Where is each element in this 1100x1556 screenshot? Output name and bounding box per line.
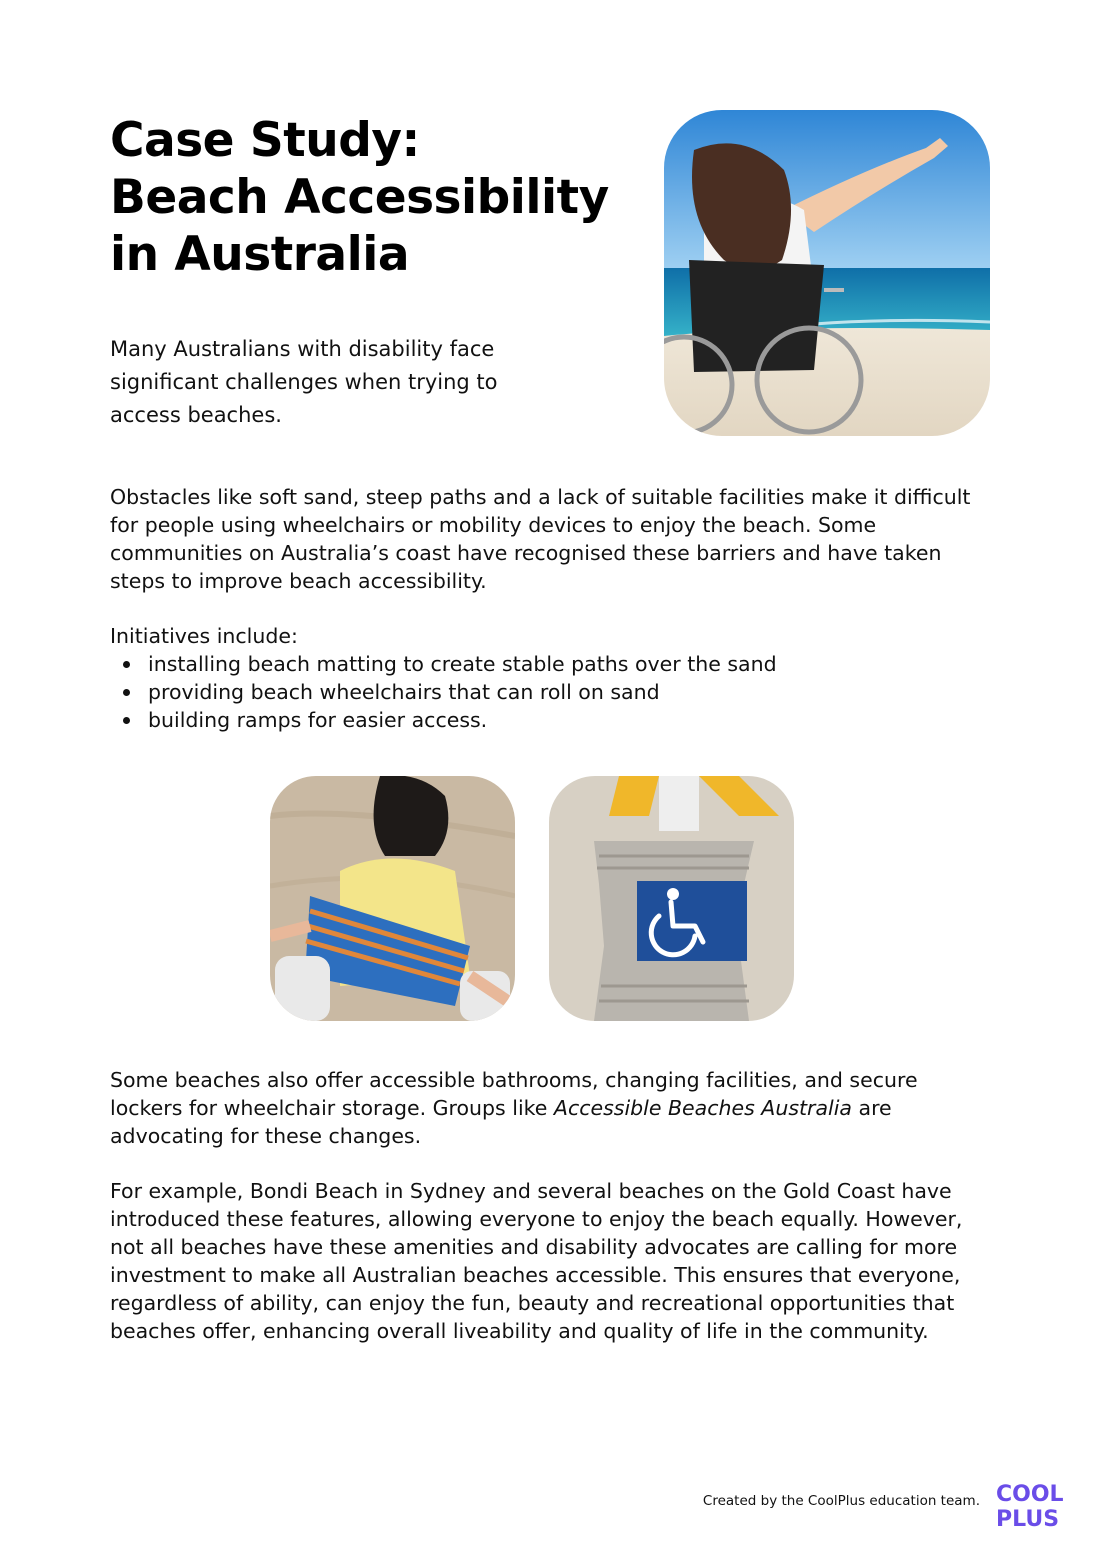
bullet-icon [123, 689, 130, 696]
footer-credit: Created by the CoolPlus education team. [702, 1493, 980, 1509]
initiatives-heading: Initiatives include: [110, 624, 298, 648]
list-item [110, 650, 990, 678]
initiatives-list [110, 650, 990, 734]
logo-line-1: COOL [996, 1482, 1064, 1507]
list-item-text: building ramps for easier access. [148, 708, 488, 732]
list-item-text: providing beach wheelchairs that can roll on sand [148, 680, 660, 704]
paragraph-facilities-text: Some beaches also offer accessible bathrooms, changing facilities, and secure lockers for wheelchair storage. Groups like [110, 1068, 918, 1120]
page-title [110, 112, 630, 283]
list-item [110, 706, 990, 734]
list-item-text: installing beach matting to create stable paths over the sand [148, 652, 777, 676]
beach-wheelchair-photo [270, 776, 515, 1021]
beach-wheelchair-hero-photo [664, 110, 990, 436]
initiatives-section [110, 622, 990, 734]
paragraph-examples: For example, Bondi Beach in Sydney and several beaches on the Gold Coast have introduced these features, allowing everyone to enjoy the beach equally. However, not all beaches have these amenities and disability advocates are calling for more investment to make all Australian beaches accessible. This ensures that everyone, regardless of ability, can enjoy the fun, beauty and recreational opportunities that beaches offer, enhancing overall liveability and quality of life in the community. [110, 1179, 963, 1343]
coolplus-logo [994, 1478, 1074, 1530]
paragraph-facilities [110, 1066, 990, 1150]
title-line-3: in Australia [110, 227, 410, 282]
title-line-1: Case Study: [110, 113, 420, 168]
title-line-2: Beach Accessibility [110, 170, 609, 225]
intro-text: Many Australians with disability face significant challenges when trying to access beaches. [110, 337, 498, 427]
paragraph-facilities-text-end: are advocating for these changes. [110, 1096, 892, 1148]
paragraph-obstacles: Obstacles like soft sand, steep paths and a lack of suitable facilities make it difficult for people using wheelchairs or mobility devices to enjoy the beach. Some communities on Australia’s coast have recognised these barriers and have taken steps to improve beach accessibility. [110, 485, 971, 593]
logo-line-2: PLUS [996, 1507, 1060, 1530]
organisation-name: Accessible Beaches Australia [553, 1096, 852, 1120]
list-item [110, 678, 990, 706]
beach-access-mat-photo [549, 776, 794, 1021]
bullet-icon [123, 717, 130, 724]
bullet-icon [123, 661, 130, 668]
